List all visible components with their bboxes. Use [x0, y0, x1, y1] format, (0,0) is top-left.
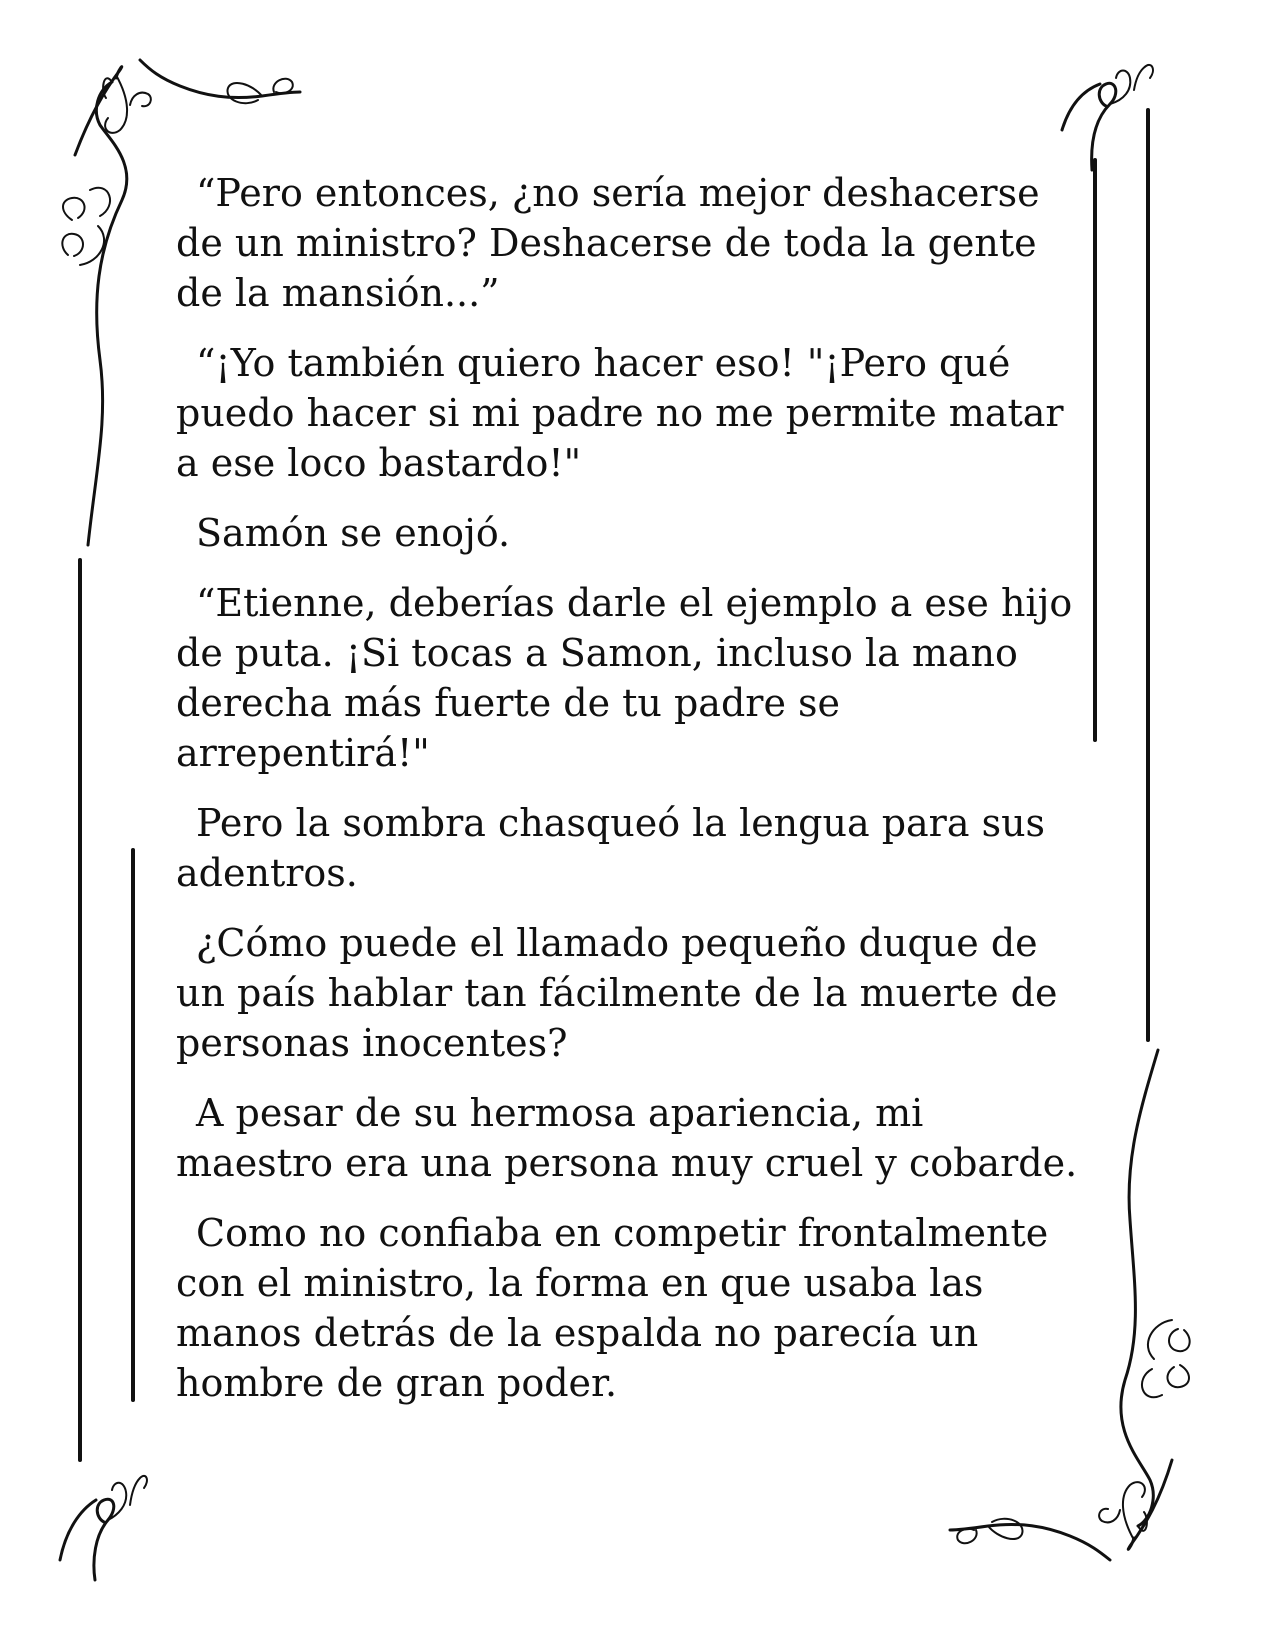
- paragraph: Pero la sombra chasqueó la lengua para sus adentros.: [176, 801, 1046, 895]
- paragraph: ¿Cómo puede el llamado pequeño duque de un país hablar tan fácilmente de la muerte de personas inocentes?: [176, 921, 1058, 1065]
- paragraph: A pesar de su hermosa apariencia, mi maestro era una persona muy cruel y cobarde.: [176, 1091, 1078, 1185]
- top-right-flourish-icon: [1062, 65, 1153, 170]
- paragraph: “Pero entonces, ¿no sería mejor deshacerse de un ministro? Deshacerse de toda la gente de la mansión...”: [176, 171, 1040, 315]
- paragraph: “¡Yo también quiero hacer eso! "¡Pero qué puedo hacer si mi padre no me permite matar a ese loco bastardo!": [176, 341, 1064, 485]
- paragraph: Como no confiaba en competir frontalmente con el ministro, la forma en que usaba las manos detrás de la espalda no parecía un hombre de gran poder.: [176, 1211, 1049, 1405]
- bottom-left-flourish-icon: [60, 1476, 147, 1580]
- paragraph: Samón se enojó.: [196, 511, 511, 555]
- story-text: [176, 168, 1091, 1428]
- paragraph: “Etienne, deberías darle el ejemplo a ese hijo de puta. ¡Si tocas a Samon, incluso la mano derecha más fuerte de tu padre se arrepentirá!": [176, 581, 1073, 775]
